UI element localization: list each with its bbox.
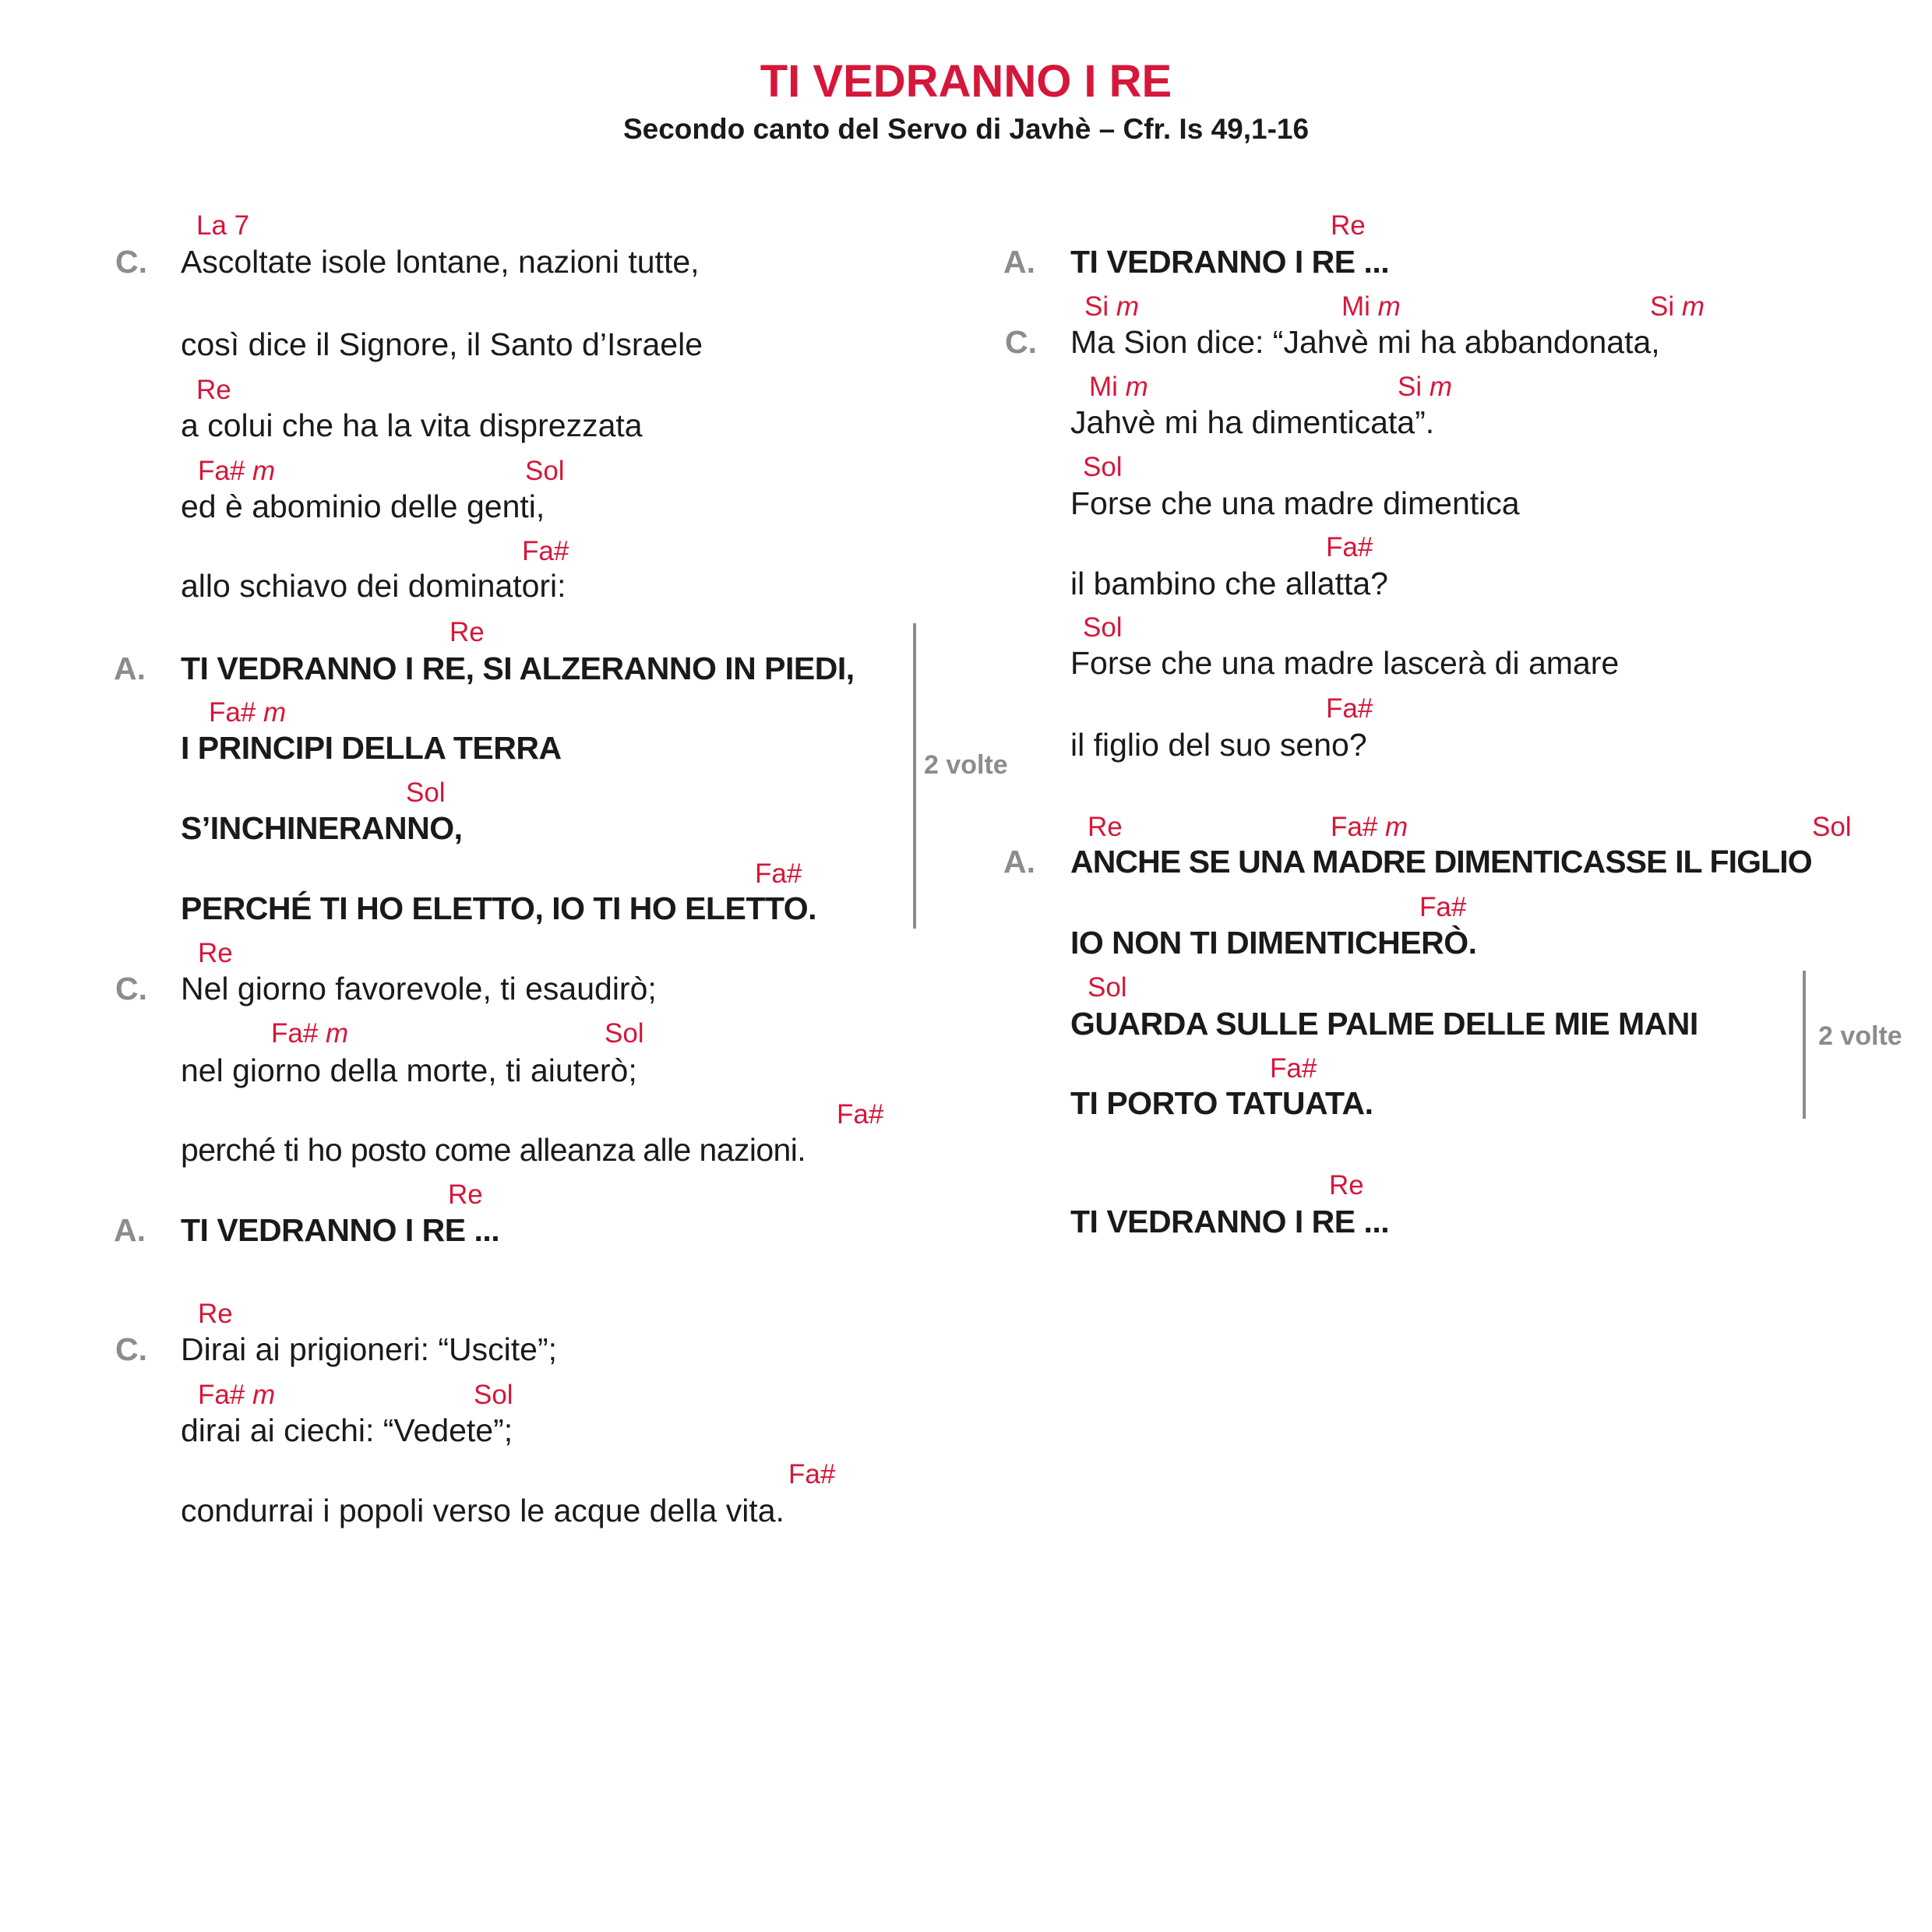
speaker-label: A. xyxy=(1003,844,1035,880)
chord: Sol xyxy=(605,1018,644,1049)
chord: Mi m xyxy=(1089,372,1148,402)
chord: Si m xyxy=(1398,372,1453,402)
chord: Sol xyxy=(1088,972,1127,1003)
lyric-line: TI PORTO TATUATA. xyxy=(1070,1085,1373,1121)
chord: Re xyxy=(1331,210,1366,241)
lyric-line: TI VEDRANNO I RE ... xyxy=(1070,244,1390,280)
lyric-line: il figlio del suo seno? xyxy=(1070,727,1367,763)
chord: Re xyxy=(1088,812,1123,842)
chord: Fa# xyxy=(1419,892,1467,922)
lyric-line: nel giorno della morte, ti aiuterò; xyxy=(181,1052,637,1088)
chord: Sol xyxy=(1812,812,1852,842)
chord: Fa# xyxy=(522,536,569,566)
lyric-line: il bambino che allatta? xyxy=(1070,566,1388,601)
chord: Sol xyxy=(406,777,446,808)
lyric-line: PERCHÉ TI HO ELETTO, IO TI HO ELETTO. xyxy=(181,890,816,926)
chord: Fa# xyxy=(837,1099,884,1130)
repeat-label: 2 volte xyxy=(924,750,1008,780)
lyric-line: TI VEDRANNO I RE ... xyxy=(1070,1204,1390,1239)
chord: Re xyxy=(196,375,231,405)
lyric-line: perché ti ho posto come alleanza alle nazioni. xyxy=(181,1132,806,1168)
lyric-line: Nel giorno favorevole, ti esaudirò; xyxy=(181,971,657,1007)
lyric-line: Jahvè mi ha dimenticata”. xyxy=(1070,404,1435,440)
lyric-line: così dice il Signore, il Santo d’Israele xyxy=(181,326,703,362)
speaker-label: C. xyxy=(115,1331,147,1367)
repeat-bracket xyxy=(1803,971,1806,1119)
lyric-line: TI VEDRANNO I RE ... xyxy=(181,1212,500,1248)
chord: Sol xyxy=(1083,612,1123,643)
speaker-label: C. xyxy=(115,244,147,280)
song-title: TI VEDRANNO I RE xyxy=(760,56,1172,107)
chord: Mi m xyxy=(1341,291,1401,322)
repeat-bracket xyxy=(913,623,916,929)
chord: Fa# xyxy=(1270,1053,1317,1084)
lyric-line: Forse che una madre lascerà di amare xyxy=(1070,645,1620,681)
chord: Fa# m xyxy=(198,456,276,486)
chord: Si m xyxy=(1650,291,1705,322)
speaker-label: C. xyxy=(1005,324,1037,360)
lyric-line: allo schiavo dei dominatori: xyxy=(181,568,566,604)
speaker-label: A. xyxy=(114,1212,146,1248)
lyric-line: IO NON TI DIMENTICHERÒ. xyxy=(1070,925,1477,961)
chord: Si m xyxy=(1084,291,1140,322)
lyric-line: ed è abominio delle genti, xyxy=(181,488,545,524)
lyric-line: condurrai i popoli verso le acque della vita. xyxy=(181,1493,784,1528)
lyric-line: I PRINCIPI DELLA TERRA xyxy=(181,730,562,766)
chord: Sol xyxy=(474,1380,513,1410)
chord: Sol xyxy=(525,456,565,486)
chord: Re xyxy=(1329,1170,1364,1200)
chord: Fa# m xyxy=(1331,812,1408,842)
chord: Re xyxy=(198,938,233,968)
chord: Sol xyxy=(1083,452,1123,482)
speaker-label: C. xyxy=(115,971,147,1007)
lyric-line: GUARDA SULLE PALME DELLE MIE MANI xyxy=(1070,1006,1698,1042)
chord: Fa# xyxy=(755,858,802,889)
chord: Fa# xyxy=(1326,693,1373,724)
lyric-line: a colui che ha la vita disprezzata xyxy=(181,407,643,443)
lyric-line: dirai ai ciechi: “Vedete”; xyxy=(181,1412,513,1448)
chord: Fa# xyxy=(1326,532,1373,562)
chord: Fa# m xyxy=(271,1018,349,1049)
chord: Re xyxy=(448,1179,483,1210)
chord: La 7 xyxy=(196,210,250,241)
chord: Fa# m xyxy=(209,697,287,728)
speaker-label: A. xyxy=(114,650,146,686)
lyric-line: Dirai ai prigioneri: “Uscite”; xyxy=(181,1331,558,1367)
lyric-line: Ma Sion dice: “Jahvè mi ha abbandonata, xyxy=(1070,324,1660,360)
chord: Re xyxy=(198,1299,233,1329)
chord: Re xyxy=(450,617,485,647)
lyric-line: Forse che una madre dimentica xyxy=(1070,485,1520,521)
lyric-line: ANCHE SE UNA MADRE DIMENTICASSE IL FIGLIO xyxy=(1070,844,1812,880)
speaker-label: A. xyxy=(1003,244,1035,280)
chord: Fa# m xyxy=(198,1380,276,1410)
repeat-label: 2 volte xyxy=(1818,1021,1902,1051)
chord: Fa# xyxy=(788,1459,836,1490)
lyric-line: S’INCHINERANNO, xyxy=(181,810,463,846)
lyric-line: Ascoltate isole lontane, nazioni tutte, xyxy=(181,244,700,280)
song-subtitle: Secondo canto del Servo di Javhè – Cfr. Is 49,1-16 xyxy=(622,113,1310,145)
lyric-line: TI VEDRANNO I RE, SI ALZERANNO IN PIEDI, xyxy=(181,650,855,686)
